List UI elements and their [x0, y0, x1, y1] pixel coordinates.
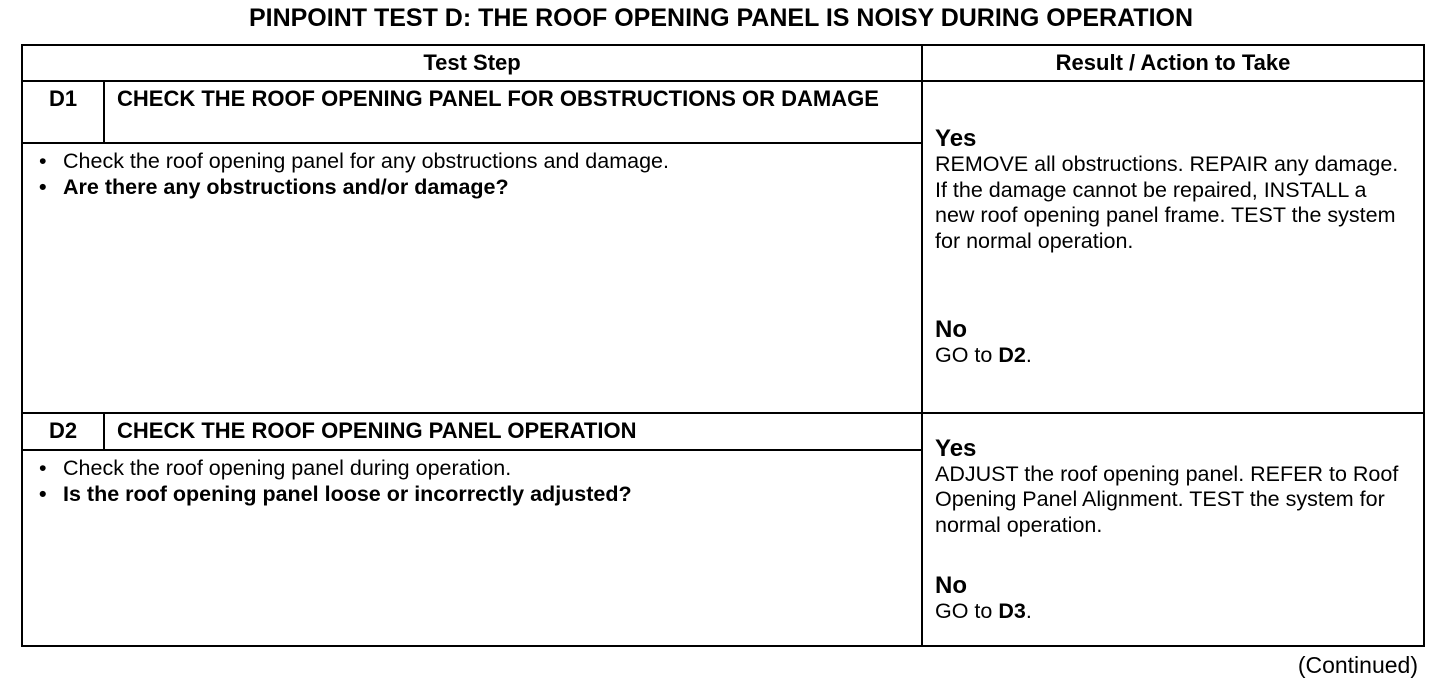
step-id: D2: [22, 413, 104, 450]
step-instructions: [37, 455, 911, 507]
step-body: [22, 143, 922, 413]
result-cell: [922, 81, 1424, 413]
yes-action: REMOVE all obstructions. REPAIR any damage. If the damage cannot be repaired, INSTALL a new roof opening panel frame. TEST the system for normal operation.: [935, 152, 1399, 253]
no-action: GO to D3.: [935, 599, 1032, 623]
no-action: GO to D2.: [935, 343, 1032, 368]
bullet-icon: •: [39, 175, 47, 199]
result-cell: [922, 413, 1424, 646]
column-header-test-step: Test Step: [22, 45, 922, 81]
step-body: [22, 450, 922, 646]
yes-label: Yes: [935, 434, 977, 462]
instruction-item: • Check the roof opening panel for any obstructions and damage.: [39, 149, 669, 173]
bullet-icon: •: [39, 482, 47, 506]
step-heading-row: [22, 413, 1424, 450]
no-label: No: [935, 316, 968, 344]
bullet-icon: •: [39, 456, 47, 480]
step-heading: CHECK THE ROOF OPENING PANEL FOR OBSTRUCTIONS OR DAMAGE: [104, 81, 922, 143]
yes-label: Yes: [935, 125, 977, 153]
page-title: PINPOINT TEST D: THE ROOF OPENING PANEL IS NOISY DURING OPERATION: [248, 4, 1194, 32]
step-instructions: [37, 148, 911, 200]
next-step-ref: D2: [998, 343, 1026, 368]
table-header-row: [22, 45, 1424, 81]
pinpoint-test-table: [21, 44, 1425, 647]
instruction-item: • Check the roof opening panel during operation.: [39, 456, 512, 480]
no-label: No: [935, 572, 968, 599]
step-heading-row: [22, 81, 1424, 143]
bullet-icon: •: [39, 149, 47, 173]
question-item: • Are there any obstructions and/or damage?: [39, 175, 509, 199]
step-heading: CHECK THE ROOF OPENING PANEL OPERATION: [104, 413, 922, 450]
continued-note: (Continued): [1297, 652, 1418, 678]
question-item: • Is the roof opening panel loose or incorrectly adjusted?: [39, 482, 632, 506]
column-header-result: Result / Action to Take: [922, 45, 1424, 81]
yes-action: ADJUST the roof opening panel. REFER to Roof Opening Panel Alignment. TEST the system for normal operation.: [935, 461, 1399, 537]
next-step-ref: D3: [998, 599, 1026, 623]
step-id: D1: [22, 81, 104, 143]
